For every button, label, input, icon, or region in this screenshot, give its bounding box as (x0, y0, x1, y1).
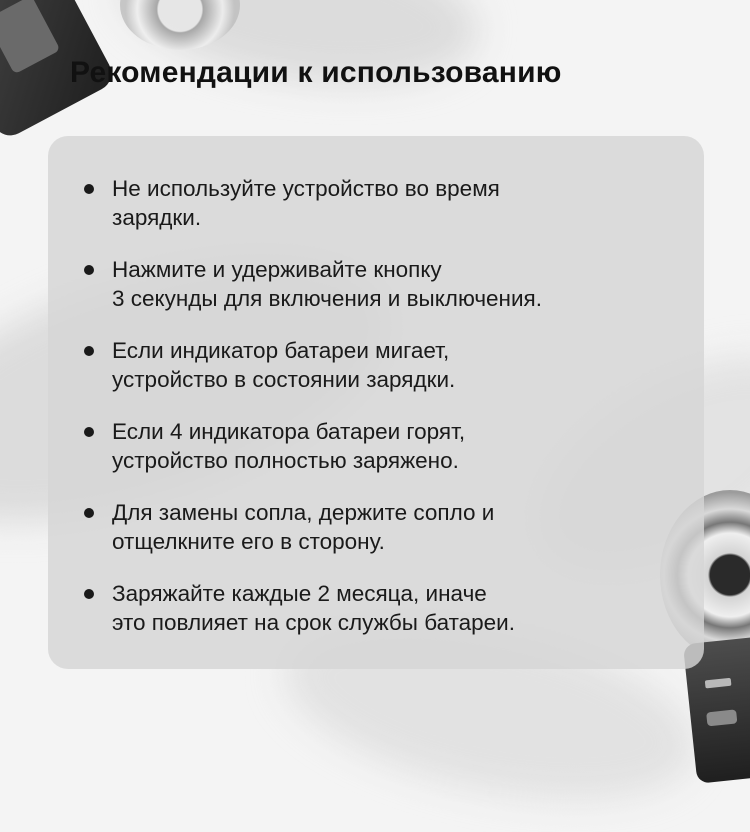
bullet-icon (84, 589, 94, 599)
device-screen (0, 0, 60, 74)
list-item-text: отщелкните его в сторону. (112, 529, 385, 554)
list-item-text: устройство в состоянии зарядки. (112, 367, 456, 392)
list-item-text: Если 4 индикатора батареи горят, (112, 419, 466, 444)
list-item (82, 336, 682, 394)
list-item (82, 417, 682, 475)
list-item-text: Не используйте устройство во время (112, 176, 500, 201)
bullet-icon (84, 265, 94, 275)
list-item-text: Нажмите и удерживайте кнопку (112, 257, 442, 282)
list-item (82, 255, 682, 313)
list-item (82, 498, 682, 556)
bullet-icon (84, 346, 94, 356)
bullet-icon (84, 427, 94, 437)
list-item (82, 579, 682, 637)
list-item-text: Для замены сопла, держите сопло и (112, 500, 495, 525)
list-item-text: Если индикатор батареи мигает, (112, 338, 450, 363)
bullet-icon (84, 508, 94, 518)
charging-port (706, 709, 737, 726)
list-item-text: устройство полностью заряжено. (112, 448, 459, 473)
list-item (82, 174, 682, 232)
recommendations-list (82, 174, 682, 660)
list-item-text: это повлияет на срок службы батареи. (112, 610, 516, 635)
battery-indicator (705, 678, 732, 689)
page-title: Рекомендации к использованию (70, 56, 562, 89)
list-item-text: Заряжайте каждые 2 месяца, иначе (112, 581, 487, 606)
list-item-text: 3 секунды для включения и выключения. (112, 286, 542, 311)
recommendations-card (48, 136, 704, 669)
bullet-icon (84, 184, 94, 194)
list-item-text: зарядки. (112, 205, 202, 230)
